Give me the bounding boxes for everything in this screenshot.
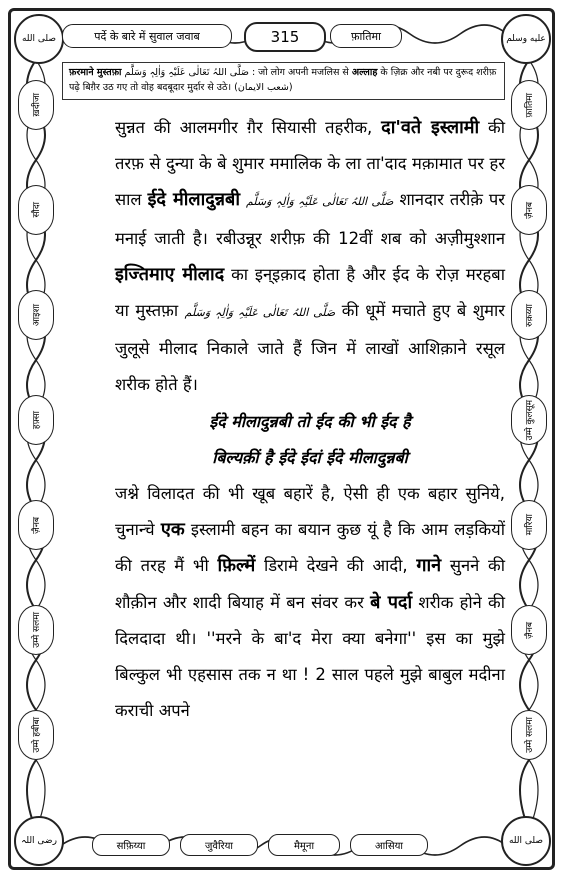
right-side-medallion	[511, 80, 547, 130]
bold-term: फ़िल्में	[217, 555, 256, 577]
right-side-medallion	[511, 185, 547, 235]
bold-term: एक	[160, 519, 185, 541]
medallion-label: उम्मे कुलसूम	[524, 399, 535, 441]
right-side-medallion	[511, 290, 547, 340]
bold-term: ईदे मीलादुन्नबी	[147, 189, 240, 211]
right-side-medallion	[511, 395, 547, 445]
medallion-label: हफ़्सा	[31, 410, 42, 430]
section-heading-1: ईदे मीलादुन्नबी तो ईद की भी ईद है	[209, 411, 411, 431]
medallion-label: उम्मे सलमा	[524, 717, 535, 753]
corner-medallion-bottom-left: رضی اللہ	[14, 816, 64, 866]
right-side-medallion	[511, 710, 547, 760]
text-run: जश्ने विलादत की भी खूब बहारें है, ऐसी ही एक बहार सुनिये, चुनान्चे	[115, 484, 505, 540]
medallion-label: रुक़य्या	[524, 303, 535, 327]
left-side-medallion	[18, 290, 54, 340]
text-run: सुन्नत की आलमगीर ग़ैर सियासी तहरीक,	[115, 118, 373, 137]
corner-medallion-top-right: عليه وسلم	[501, 14, 551, 64]
medallion-label: ख़दीजा	[31, 93, 42, 117]
main-text	[115, 110, 505, 729]
medallion-label: उम्मे हबीबा	[31, 717, 42, 753]
arabic-salutation: صَلَّی اللہُ تَعَالٰی عَلَیْہِ وَاٰلِہٖ وَسَلَّم	[184, 306, 336, 320]
farmaan-header	[62, 62, 505, 100]
arabic-salutation: صَلَّی اللہُ تَعَالٰی عَلَیْہِ وَاٰلِہٖ وَسَلَّم	[245, 195, 394, 209]
header-name-cartouche: फ़ातिमा	[330, 24, 402, 48]
medallion-label: मारिया	[524, 514, 535, 536]
medallion-label: ज़ैनब	[524, 201, 535, 219]
bold-term: दा'वते इस्लामी	[381, 117, 480, 138]
corner-medallion-bottom-right: صلى الله	[501, 816, 551, 866]
footer-cartouche-1: सफ़िय्या	[92, 834, 170, 856]
text-run: डिरामे देखने की आदी,	[263, 556, 408, 576]
left-side-medallion	[18, 710, 54, 760]
running-title: पर्दे के बारे में सुवाल जवाब	[62, 24, 232, 48]
section-heading-2: बिल्यक़ीं है ईदे ईदां ईदे मीलादुन्नबी	[212, 447, 408, 467]
paragraph-1	[115, 110, 505, 404]
text-run: इस्लामी बहन का बयान कुछ यूं है कि आम लड़कियों की तरह मैं भी	[115, 520, 505, 576]
footer-cartouche-2: जुवैरिया	[180, 834, 258, 856]
medallion-label: ज़ैनब	[524, 621, 535, 639]
farmaan-text2: के ज़िक्र और नबी पर दुरूद शरीफ़ पढ़े बिग़ैर उठ गए तो वोह बदबूदार मुर्दार से उठे।	[69, 67, 497, 93]
text-run: सुनने की शौक़ीन और शादी बियाह में बन संवर कर	[115, 556, 505, 612]
right-side-medallion	[511, 605, 547, 655]
farmaan-arabic: صَلَّی اللہُ تَعَالٰی عَلَیْہِ وَاٰلِہٖ وَسَلَّم	[124, 67, 249, 78]
left-side-medallion	[18, 80, 54, 130]
medallion-label: फ़ातिमा	[524, 92, 535, 118]
medallion-label: सौदा	[31, 202, 42, 218]
paragraph-2	[115, 476, 505, 729]
medallion-label: उम्मे सलमा	[31, 612, 42, 648]
medallion-label: आइशा	[31, 303, 42, 327]
text-run: शानदार तरीक़े पर मनाई जाती है। रबीउन्नूर शरीफ़ की 12वीं शब को अज़ीमुश्शान	[115, 190, 505, 248]
bold-term: इज्तिमाए मीलाद	[115, 263, 225, 285]
text-run: शरीक होने की दिलदादा थी। ''मरने के बा'द मेरा क्या बनेगा'' इस का मुझे बिल्कुल भी एहसास तक न था ! 2 साल पहले मुझे बाबुल मदीना कराची अपने	[115, 592, 505, 721]
right-side-medallion	[511, 500, 547, 550]
bold-term: गाने	[416, 555, 442, 577]
text-run: की धूमें मचाते हुए बे शुमार जुलूसे मीलाद निकाले जाते हैं जिन में लाखों आशिक़ाने रसूल शरीक होते हैं।	[115, 301, 505, 395]
footer-cartouche-4: आसिया	[350, 834, 428, 856]
text-run: का इन्इक़ाद होता है और ईद के रोज़ मरहबा या मुस्तफ़ा	[115, 264, 505, 321]
left-side-medallion	[18, 500, 54, 550]
farmaan-text1: : जो लोग अपनी मजलिस से	[251, 67, 349, 78]
page-number: 315	[244, 22, 326, 52]
left-side-medallion	[18, 395, 54, 445]
farmaan-allah: अल्लाह	[351, 67, 378, 78]
bold-term: बे पर्दा	[370, 591, 413, 613]
farmaan-source: (شعب الایمان)	[234, 82, 293, 93]
left-side-medallion	[18, 185, 54, 235]
text-run: की तरफ़ से दुन्या के बे शुमार ममालिक के ला ता'दाद मक़ामात पर हर साल	[115, 118, 505, 210]
medallion-label: ज़ैनब	[31, 516, 42, 534]
left-side-medallion	[18, 605, 54, 655]
corner-medallion-top-left: صلى الله	[14, 14, 64, 64]
footer-cartouche-3: मैमूना	[268, 834, 340, 856]
farmaan-lead: फ़रमाने मुस्तफ़ा	[69, 67, 122, 78]
